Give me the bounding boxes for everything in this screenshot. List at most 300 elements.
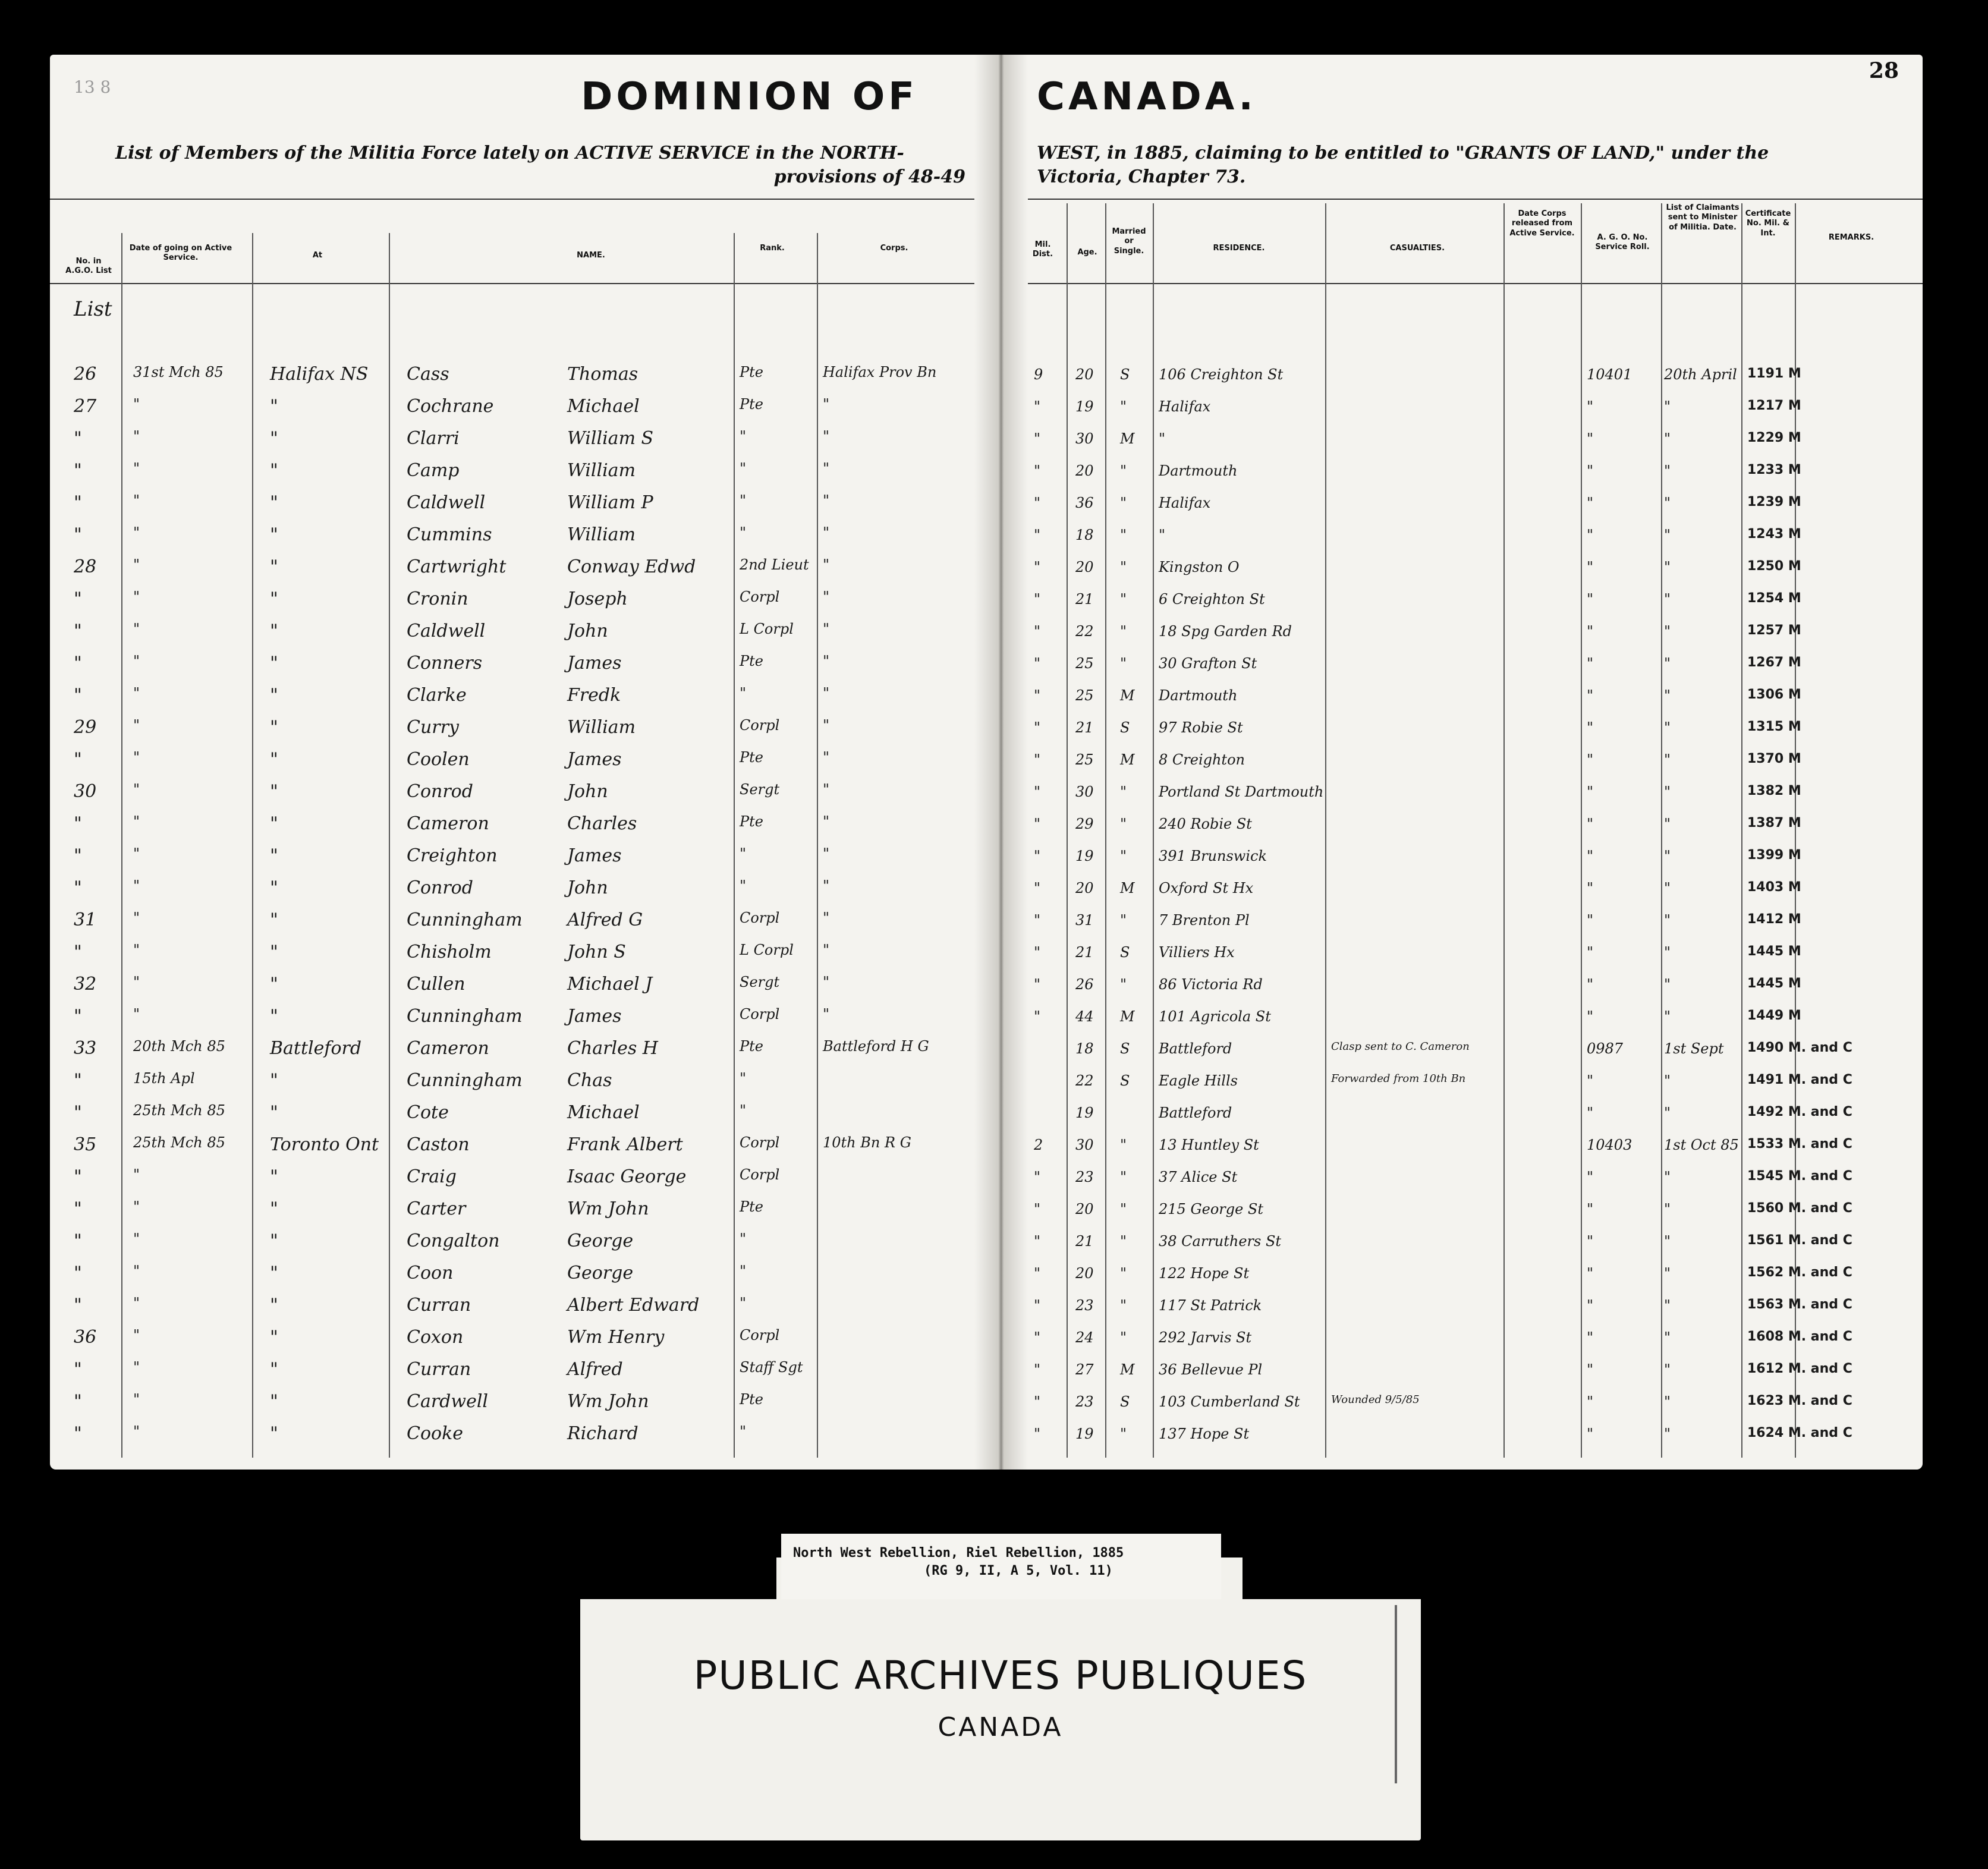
row-list-date: " — [1664, 623, 1671, 640]
row-cert-no: 1563 M. and C — [1747, 1297, 1852, 1312]
row-no: 31 — [74, 910, 97, 930]
row-surname: Cronin — [407, 589, 468, 609]
row-residence: Dartmouth — [1159, 462, 1238, 479]
row-mil-dist: " — [1034, 848, 1041, 864]
row-no: " — [74, 492, 82, 513]
row-given-name: Michael — [567, 1102, 640, 1123]
row-cert-no: 1267 M — [1747, 655, 1801, 670]
row-ago-no: " — [1587, 623, 1594, 640]
header-top-rule — [50, 199, 1001, 200]
row-no: 27 — [74, 396, 97, 417]
row-residence: 6 Creighton St — [1159, 591, 1265, 608]
reference-slip — [781, 1534, 1221, 1599]
row-ago-no: " — [1587, 1169, 1594, 1185]
archive-card — [580, 1546, 1421, 1840]
row-surname: Conners — [407, 653, 483, 674]
row-mil-dist: " — [1034, 976, 1041, 993]
row-given-name: William — [567, 524, 636, 545]
right-page — [1001, 55, 1923, 1470]
row-at: " — [270, 653, 278, 674]
row-married: " — [1120, 1201, 1127, 1217]
table-row — [1001, 974, 1923, 1006]
row-age: 23 — [1075, 1297, 1094, 1314]
row-mil-dist: " — [1034, 430, 1041, 447]
row-at: " — [270, 460, 278, 481]
row-ago-no: " — [1587, 751, 1594, 768]
row-surname: Cardwell — [407, 1391, 489, 1412]
row-date: " — [133, 1295, 140, 1311]
row-given-name: Michael J — [567, 974, 653, 995]
row-age: 20 — [1075, 1265, 1094, 1282]
row-given-name: John — [567, 621, 608, 641]
row-list-date: " — [1664, 1008, 1671, 1025]
row-given-name: Charles H — [567, 1038, 658, 1059]
row-surname: Caston — [407, 1134, 470, 1155]
row-list-date: 1st Sept — [1664, 1040, 1724, 1057]
table-row — [50, 1359, 1001, 1391]
row-at: " — [270, 524, 278, 545]
row-list-date: " — [1664, 1265, 1671, 1282]
table-row — [1001, 1231, 1923, 1263]
row-residence: " — [1159, 527, 1166, 543]
page-number: 28 — [1869, 58, 1899, 83]
table-row — [1001, 877, 1923, 910]
table-row — [1001, 1070, 1923, 1102]
row-mil-dist: " — [1034, 655, 1041, 672]
table-row — [50, 428, 1001, 460]
row-rank: Pte — [740, 1391, 763, 1408]
row-surname: Cameron — [407, 813, 489, 834]
row-residence: Halifax — [1159, 398, 1211, 415]
col-head-mil-dist: Mil. Dist. — [1032, 240, 1053, 259]
row-list-date: " — [1664, 527, 1671, 543]
row-age: 27 — [1075, 1361, 1094, 1378]
row-residence: 240 Robie St — [1159, 816, 1252, 832]
row-no: " — [74, 1166, 82, 1187]
row-cert-no: 1562 M. and C — [1747, 1265, 1852, 1280]
col-head-married: Married or Single. — [1112, 227, 1146, 256]
row-at: " — [270, 877, 278, 898]
row-given-name: Wm Henry — [567, 1327, 665, 1348]
row-no: " — [74, 428, 82, 449]
row-date: " — [133, 460, 140, 477]
row-residence: 103 Cumberland St — [1159, 1393, 1300, 1410]
row-corps: " — [823, 589, 830, 605]
row-mil-dist: " — [1034, 398, 1041, 415]
row-mil-dist: " — [1034, 1297, 1041, 1314]
row-cert-no: 1387 M — [1747, 816, 1801, 830]
row-surname: Coxon — [407, 1327, 464, 1348]
row-rank: Pte — [740, 396, 763, 413]
row-residence: 137 Hope St — [1159, 1426, 1250, 1442]
col-head-cert-no: Certificate No. Mil. & Int. — [1745, 209, 1791, 238]
table-row — [1001, 1166, 1923, 1198]
row-cert-no: 1412 M — [1747, 912, 1801, 927]
row-cert-no: 1370 M — [1747, 751, 1801, 766]
row-mil-dist: " — [1034, 559, 1041, 575]
row-surname: Caldwell — [407, 492, 486, 513]
row-married: " — [1120, 848, 1127, 864]
row-residence: 117 St Patrick — [1159, 1297, 1262, 1314]
row-list-date: " — [1664, 1169, 1671, 1185]
row-at: Halifax NS — [270, 364, 369, 385]
row-age: 26 — [1075, 976, 1094, 993]
row-given-name: William — [567, 460, 636, 481]
row-given-name: William P — [567, 492, 653, 513]
row-married: S — [1120, 719, 1130, 736]
table-row — [50, 1423, 1001, 1455]
row-at: Toronto Ont — [270, 1134, 379, 1155]
row-no: " — [74, 877, 82, 898]
row-surname: Chisholm — [407, 942, 492, 962]
row-corps: " — [823, 749, 830, 766]
row-rank: " — [740, 1231, 747, 1247]
table-row — [1001, 460, 1923, 492]
row-cert-no: 1399 M — [1747, 848, 1801, 863]
row-rank: " — [740, 845, 747, 862]
row-surname: Cote — [407, 1102, 449, 1123]
row-age: 20 — [1075, 880, 1094, 896]
row-rank: Corpl — [740, 1134, 780, 1151]
row-rank: " — [740, 1070, 747, 1087]
row-rank: Pte — [740, 813, 763, 830]
row-date: " — [133, 877, 140, 894]
row-rank: L Corpl — [740, 621, 794, 637]
table-row — [1001, 685, 1923, 717]
table-row — [1001, 781, 1923, 813]
header-bottom-rule — [50, 283, 1001, 284]
row-cert-no: 1491 M. and C — [1747, 1072, 1852, 1087]
row-list-date: " — [1664, 1233, 1671, 1250]
row-married: M — [1120, 880, 1135, 896]
row-residence: 37 Alice St — [1159, 1169, 1238, 1185]
left-subtitle-line2: provisions of 48-49 — [773, 166, 965, 187]
table-row — [50, 781, 1001, 813]
row-ago-no: " — [1587, 880, 1594, 896]
row-ago-no: " — [1587, 1233, 1594, 1250]
row-no: " — [74, 1391, 82, 1412]
row-date: " — [133, 1166, 140, 1183]
row-ago-no: " — [1587, 655, 1594, 672]
col-head-list-claimants: List of Claimants sent to Minister of Militia. Date. — [1666, 203, 1740, 232]
row-given-name: James — [567, 749, 622, 770]
row-list-date: " — [1664, 495, 1671, 511]
row-age: 44 — [1075, 1008, 1094, 1025]
row-corps: 10th Bn R G — [823, 1134, 911, 1151]
table-row — [50, 1038, 1001, 1070]
row-date: " — [133, 524, 140, 541]
row-cert-no: 1492 M. and C — [1747, 1105, 1852, 1119]
row-no: " — [74, 942, 82, 962]
table-row — [50, 910, 1001, 942]
row-corps: " — [823, 974, 830, 990]
table-row — [50, 589, 1001, 621]
row-rank: L Corpl — [740, 942, 794, 958]
row-residence: Kingston O — [1159, 559, 1240, 575]
table-row — [50, 1391, 1001, 1423]
row-at: " — [270, 685, 278, 706]
row-at: " — [270, 974, 278, 995]
row-married: M — [1120, 1008, 1135, 1025]
table-row — [1001, 589, 1923, 621]
row-residence: " — [1159, 430, 1166, 447]
row-no: 30 — [74, 781, 97, 802]
row-surname: Carter — [407, 1198, 466, 1219]
row-married: " — [1120, 462, 1127, 479]
row-age: 19 — [1075, 1105, 1094, 1121]
row-married: " — [1120, 816, 1127, 832]
row-date: " — [133, 1423, 140, 1440]
row-list-date: " — [1664, 944, 1671, 961]
row-rank: " — [740, 1295, 747, 1311]
row-mil-dist: " — [1034, 1169, 1041, 1185]
table-row — [1001, 910, 1923, 942]
row-surname: Cameron — [407, 1038, 489, 1059]
row-at: " — [270, 492, 278, 513]
row-list-date: " — [1664, 912, 1671, 929]
row-at: " — [270, 556, 278, 577]
right-page-title: CANADA. — [1037, 75, 1257, 119]
table-row — [1001, 428, 1923, 460]
row-mil-dist: " — [1034, 1329, 1041, 1346]
col-head-casualties: CASUALTIES. — [1389, 244, 1445, 253]
table-row — [50, 877, 1001, 910]
row-corps: " — [823, 910, 830, 926]
row-ago-no: " — [1587, 912, 1594, 929]
row-no: " — [74, 589, 82, 609]
row-at: " — [270, 717, 278, 738]
row-ago-no: " — [1587, 495, 1594, 511]
row-list-date: " — [1664, 848, 1671, 864]
row-rank: Pte — [740, 1038, 763, 1055]
row-date: " — [133, 621, 140, 637]
row-rank: " — [740, 460, 747, 477]
row-date: " — [133, 1198, 140, 1215]
row-rank: Corpl — [740, 1327, 780, 1343]
row-cert-no: 1445 M — [1747, 944, 1801, 959]
row-date: " — [133, 653, 140, 669]
row-given-name: James — [567, 653, 622, 674]
row-married: M — [1120, 687, 1135, 704]
row-married: " — [1120, 1265, 1127, 1282]
row-married: " — [1120, 623, 1127, 640]
table-row — [1001, 1327, 1923, 1359]
row-ago-no: " — [1587, 1201, 1594, 1217]
row-no: 32 — [74, 974, 97, 995]
row-given-name: Frank Albert — [567, 1134, 683, 1155]
row-given-name: Charles — [567, 813, 637, 834]
table-row — [1001, 1359, 1923, 1391]
row-residence: Halifax — [1159, 495, 1211, 511]
row-casualties: Clasp sent to C. Cameron — [1331, 1040, 1470, 1053]
row-surname: Curran — [407, 1359, 471, 1380]
row-ago-no: " — [1587, 1072, 1594, 1089]
col-head-date: Date of going on Active Service. — [129, 244, 232, 263]
row-ago-no: " — [1587, 687, 1594, 704]
row-at: " — [270, 1295, 278, 1316]
row-mil-dist: " — [1034, 1201, 1041, 1217]
row-list-date: " — [1664, 880, 1671, 896]
row-casualties: Wounded 9/5/85 — [1331, 1393, 1420, 1406]
row-mil-dist: " — [1034, 912, 1041, 929]
row-surname: Clarri — [407, 428, 460, 449]
table-row — [1001, 1102, 1923, 1134]
row-married: S — [1120, 1072, 1130, 1089]
row-mil-dist: " — [1034, 751, 1041, 768]
row-date: " — [133, 781, 140, 798]
table-row — [50, 364, 1001, 396]
row-at: " — [270, 428, 278, 449]
row-given-name: George — [567, 1231, 634, 1251]
row-no: " — [74, 749, 82, 770]
row-cert-no: 1612 M. and C — [1747, 1361, 1852, 1376]
row-married: " — [1120, 1426, 1127, 1442]
row-date: " — [133, 1359, 140, 1376]
row-given-name: John S — [567, 942, 626, 962]
row-corps: " — [823, 653, 830, 669]
table-row — [1001, 1198, 1923, 1231]
row-no: 28 — [74, 556, 97, 577]
row-married: S — [1120, 1040, 1130, 1057]
row-date: " — [133, 1231, 140, 1247]
row-mil-dist: " — [1034, 495, 1041, 511]
row-residence: Villiers Hx — [1159, 944, 1235, 961]
row-age: 21 — [1075, 944, 1094, 961]
archive-subtitle: CANADA — [938, 1712, 1064, 1742]
row-at: " — [270, 621, 278, 641]
row-corps: Battleford H G — [823, 1038, 929, 1055]
table-row — [1001, 845, 1923, 877]
row-given-name: Michael — [567, 396, 640, 417]
ledger-book — [50, 55, 1923, 1470]
row-married: " — [1120, 495, 1127, 511]
row-list-date: " — [1664, 655, 1671, 672]
left-page — [50, 55, 1001, 1470]
archive-title: PUBLIC ARCHIVES PUBLIQUES — [693, 1653, 1308, 1698]
table-row — [50, 685, 1001, 717]
row-at: " — [270, 1166, 278, 1187]
row-corps: " — [823, 877, 830, 894]
row-rank: Sergt — [740, 974, 780, 990]
row-ago-no: " — [1587, 1297, 1594, 1314]
row-mil-dist: " — [1034, 784, 1041, 800]
row-no: " — [74, 621, 82, 641]
table-row — [50, 813, 1001, 845]
row-age: 25 — [1075, 751, 1094, 768]
row-date: " — [133, 813, 140, 830]
row-ago-no: " — [1587, 1426, 1594, 1442]
row-ago-no: 10401 — [1587, 366, 1632, 383]
row-age: 19 — [1075, 398, 1094, 415]
row-rank: Pte — [740, 1198, 763, 1215]
table-row — [1001, 1295, 1923, 1327]
row-date: " — [133, 1327, 140, 1343]
row-date: " — [133, 845, 140, 862]
row-date: " — [133, 749, 140, 766]
row-residence: 38 Carruthers St — [1159, 1233, 1282, 1250]
row-cert-no: 1490 M. and C — [1747, 1040, 1852, 1055]
col-head-remarks: REMARKS. — [1828, 233, 1874, 242]
row-date: " — [133, 1391, 140, 1408]
table-row — [50, 1134, 1001, 1166]
row-surname: Coon — [407, 1263, 454, 1283]
row-mil-dist: " — [1034, 462, 1041, 479]
row-age: 25 — [1075, 687, 1094, 704]
row-at: " — [270, 1198, 278, 1219]
row-cert-no: 1449 M — [1747, 1008, 1801, 1023]
row-no: " — [74, 460, 82, 481]
row-at: " — [270, 749, 278, 770]
table-row — [50, 845, 1001, 877]
row-ago-no: " — [1587, 398, 1594, 415]
table-row — [50, 556, 1001, 589]
row-corps: " — [823, 781, 830, 798]
row-married: " — [1120, 1169, 1127, 1185]
row-date: " — [133, 1263, 140, 1279]
row-cert-no: 1624 M. and C — [1747, 1426, 1852, 1440]
row-list-date: " — [1664, 784, 1671, 800]
row-rank: Corpl — [740, 910, 780, 926]
table-row — [1001, 1423, 1923, 1455]
row-date: 25th Mch 85 — [133, 1102, 225, 1119]
row-age: 24 — [1075, 1329, 1094, 1346]
row-surname: Coolen — [407, 749, 470, 770]
col-head-age: Age. — [1077, 248, 1097, 257]
row-no: " — [74, 813, 82, 834]
row-cert-no: 1191 M — [1747, 366, 1801, 381]
row-at: " — [270, 396, 278, 417]
row-corps: " — [823, 845, 830, 862]
row-ago-no: " — [1587, 1265, 1594, 1282]
row-mil-dist: " — [1034, 527, 1041, 543]
row-residence: 215 George St — [1159, 1201, 1264, 1217]
row-cert-no: 1217 M — [1747, 398, 1801, 413]
row-no: " — [74, 1102, 82, 1123]
row-married: " — [1120, 591, 1127, 608]
row-at: Battleford — [270, 1038, 362, 1059]
table-row — [1001, 749, 1923, 781]
row-surname: Cunningham — [407, 1006, 523, 1027]
row-surname: Clarke — [407, 685, 467, 706]
row-corps: Halifax Prov Bn — [823, 364, 937, 380]
row-age: 30 — [1075, 784, 1094, 800]
row-married: " — [1120, 559, 1127, 575]
row-cert-no: 1382 M — [1747, 784, 1801, 798]
row-married: " — [1120, 655, 1127, 672]
row-residence: 13 Huntley St — [1159, 1137, 1259, 1153]
row-list-date: " — [1664, 1426, 1671, 1442]
row-date: " — [133, 942, 140, 958]
row-surname: Cunningham — [407, 1070, 523, 1091]
row-residence: Battleford — [1159, 1105, 1232, 1121]
row-age: 31 — [1075, 912, 1094, 929]
table-row — [50, 524, 1001, 556]
row-age: 19 — [1075, 1426, 1094, 1442]
row-married: S — [1120, 366, 1130, 383]
row-list-date: " — [1664, 976, 1671, 993]
row-cert-no: 1403 M — [1747, 880, 1801, 895]
table-row — [50, 653, 1001, 685]
row-date: 31st Mch 85 — [133, 364, 224, 380]
table-row — [1001, 364, 1923, 396]
row-married: M — [1120, 1361, 1135, 1378]
row-at: " — [270, 910, 278, 930]
row-corps: " — [823, 460, 830, 477]
row-married: " — [1120, 1137, 1127, 1153]
row-given-name: Fredk — [567, 685, 621, 706]
row-at: " — [270, 942, 278, 962]
row-surname: Conrod — [407, 877, 473, 898]
